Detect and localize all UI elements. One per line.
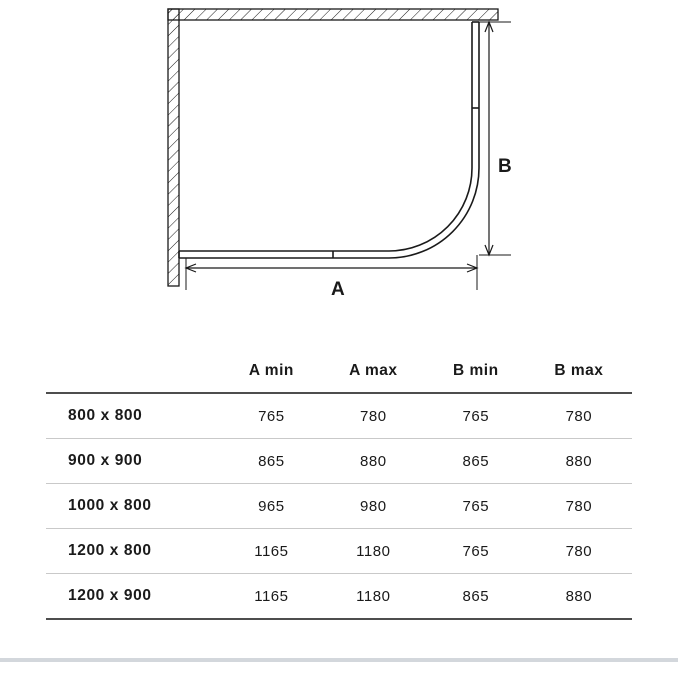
- table-row: [46, 484, 632, 529]
- cell-b-min: 765: [426, 484, 526, 529]
- cell-b-max: 780: [526, 529, 632, 574]
- table-row: [46, 439, 632, 484]
- cell-size: 1200 x 800: [46, 529, 222, 574]
- cell-b-min: 765: [426, 393, 526, 439]
- dimension-a-label: A: [331, 279, 345, 300]
- cell-a-max: 1180: [321, 529, 426, 574]
- cell-size: 900 x 900: [46, 439, 222, 484]
- cell-b-min: 865: [426, 574, 526, 620]
- dimension-b-label: B: [498, 156, 512, 177]
- table-header-row: [46, 356, 632, 393]
- cell-b-max: 880: [526, 439, 632, 484]
- table-head: [46, 356, 632, 393]
- cell-a-max: 780: [321, 393, 426, 439]
- cell-a-max: 1180: [321, 574, 426, 620]
- cell-b-min: 765: [426, 529, 526, 574]
- cell-a-max: 880: [321, 439, 426, 484]
- cell-b-min: 865: [426, 439, 526, 484]
- column-header-b-max: B max: [554, 362, 604, 379]
- column-header-b-min: B min: [453, 362, 499, 379]
- left-wall: [168, 9, 179, 286]
- footer-divider: [0, 658, 678, 662]
- cell-a-max: 980: [321, 484, 426, 529]
- enclosure-outline: [179, 22, 479, 258]
- table-row: [46, 393, 632, 439]
- cell-a-min: 1165: [222, 529, 321, 574]
- cell-b-max: 780: [526, 484, 632, 529]
- table-row: [46, 574, 632, 620]
- column-header-size: [46, 356, 222, 393]
- cell-a-min: 1165: [222, 574, 321, 620]
- table-row: [46, 529, 632, 574]
- cell-b-max: 780: [526, 393, 632, 439]
- cell-b-max: 880: [526, 574, 632, 620]
- cell-a-min: 865: [222, 439, 321, 484]
- table-body: [46, 393, 632, 619]
- cell-size: 1000 x 800: [46, 484, 222, 529]
- dimension-b: [479, 22, 511, 255]
- dimensions-table: [46, 356, 632, 620]
- column-header-a-min: A min: [248, 362, 294, 379]
- top-wall: [168, 9, 498, 20]
- cell-a-min: 965: [222, 484, 321, 529]
- column-header-a-max: A max: [349, 362, 398, 379]
- cell-a-min: 765: [222, 393, 321, 439]
- cell-size: 1200 x 900: [46, 574, 222, 620]
- cell-size: 800 x 800: [46, 393, 222, 439]
